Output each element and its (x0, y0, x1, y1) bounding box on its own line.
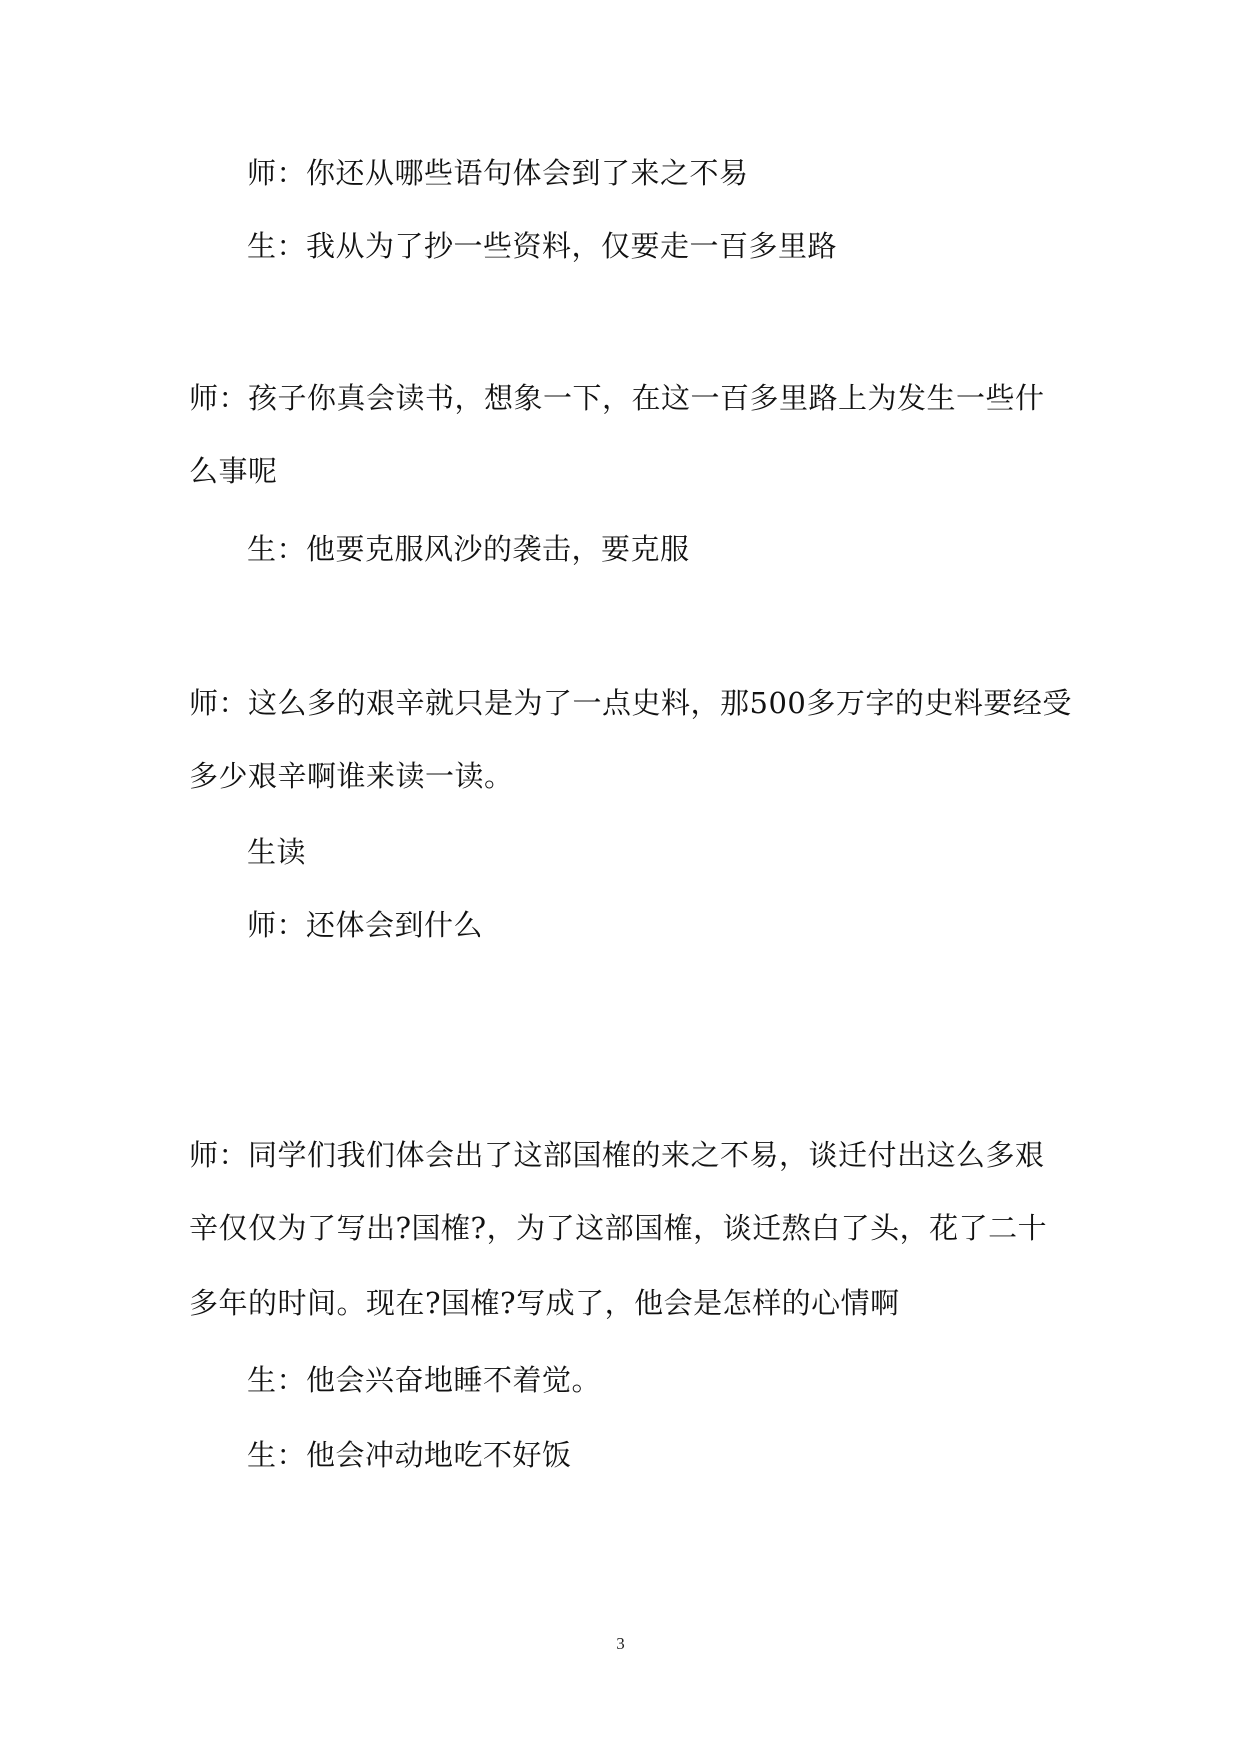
dialogue-line: 师：你还从哪些语句体会到了来之不易 (247, 156, 749, 190)
dialogue-line: 生读 (247, 835, 307, 869)
dialogue-line: 多少艰辛啊谁来读一读。 (189, 759, 514, 793)
dialogue-line: 师：这么多的艰辛就只是为了一点史料，那500多万字的史料要经受 (189, 686, 1072, 720)
dialogue-line: 生：我从为了抄一些资料，仅要走一百多里路 (247, 229, 838, 263)
dialogue-line: 么事呢 (189, 454, 278, 488)
dialogue-line: 辛仅仅为了写出?国榷?，为了这部国榷，谈迁熬白了头，花了二十 (189, 1211, 1048, 1245)
dialogue-line: 师：还体会到什么 (247, 908, 484, 942)
dialogue-line: 生：他会冲动地吃不好饭 (247, 1438, 572, 1472)
dialogue-line: 生：他会兴奋地睡不着觉。 (247, 1363, 602, 1397)
page-number: 3 (616, 1634, 625, 1653)
dialogue-line: 生：他要克服风沙的袭击，要克服 (247, 532, 690, 566)
dialogue-line: 多年的时间。现在?国榷?写成了，他会是怎样的心情啊 (189, 1286, 900, 1320)
dialogue-line: 师：孩子你真会读书，想象一下，在这一百多里路上为发生一些什 (189, 381, 1045, 415)
dialogue-line: 师：同学们我们体会出了这部国榷的来之不易，谈迁付出这么多艰 (189, 1138, 1045, 1172)
